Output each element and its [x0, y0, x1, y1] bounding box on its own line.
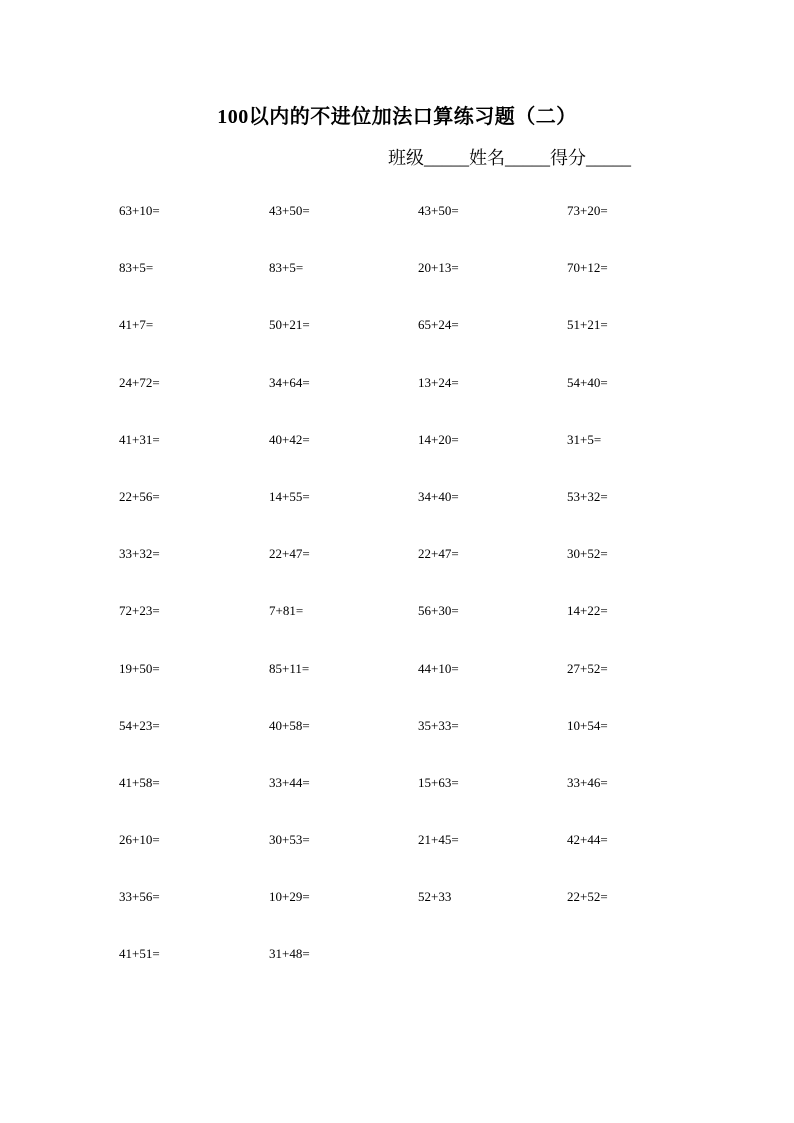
problem-item: 65+24= — [418, 317, 459, 333]
problem-item: 10+54= — [567, 717, 608, 733]
problem-item: 31+5= — [567, 431, 602, 447]
problem-row — [119, 543, 679, 600]
problem-item: 63+10= — [119, 203, 160, 218]
problem-item: 22+52= — [567, 889, 608, 905]
problem-item: 42+44= — [567, 832, 608, 848]
problem-item: 24+72= — [119, 374, 160, 390]
problem-item: 35+33= — [418, 717, 459, 733]
problem-row — [119, 658, 679, 715]
problem-item: 50+21= — [269, 317, 310, 333]
problem-item: 54+23= — [119, 717, 160, 733]
problem-item: 85+11= — [269, 660, 310, 676]
problem-row — [119, 943, 679, 1000]
score-field: 得分_____ — [550, 148, 631, 168]
problem-item: 33+46= — [567, 774, 608, 790]
problem-item: 43+50= — [418, 203, 459, 218]
problem-item: 34+64= — [269, 374, 310, 390]
problem-row — [119, 314, 679, 371]
problem-row — [119, 486, 679, 543]
problem-item: 56+30= — [418, 603, 459, 619]
problem-item: 41+31= — [119, 431, 160, 447]
problem-item: 14+22= — [567, 603, 608, 619]
problem-item: 53+32= — [567, 488, 608, 504]
problem-item: 27+52= — [567, 660, 608, 676]
problem-item: 33+32= — [119, 546, 160, 562]
problem-item: 43+50= — [269, 203, 310, 218]
problem-item: 13+24= — [418, 374, 459, 390]
problem-item: 41+7= — [119, 317, 154, 333]
problem-item: 7+81= — [269, 603, 304, 619]
problem-item: 30+53= — [269, 832, 310, 848]
problem-row — [119, 200, 679, 257]
problem-item: 83+5= — [119, 260, 154, 276]
problem-item: 19+50= — [119, 660, 160, 676]
problem-item: 14+20= — [418, 431, 459, 447]
problem-item: 72+23= — [119, 603, 160, 619]
problem-row — [119, 886, 679, 943]
problem-item: 41+58= — [119, 774, 160, 790]
problem-item: 14+55= — [269, 488, 310, 504]
problem-row — [119, 372, 679, 429]
problem-row — [119, 257, 679, 314]
problem-item: 15+63= — [418, 774, 459, 790]
problem-row — [119, 600, 679, 657]
problem-row — [119, 715, 679, 772]
problem-item: 10+29= — [269, 889, 310, 905]
problem-item: 54+40= — [567, 374, 608, 390]
problem-row — [119, 429, 679, 486]
problem-item: 20+13= — [418, 260, 459, 276]
problem-item: 40+58= — [269, 717, 310, 733]
problem-item: 51+21= — [567, 317, 608, 333]
problem-item: 21+45= — [418, 832, 459, 848]
problem-item: 33+44= — [269, 774, 310, 790]
problem-item: 31+48= — [269, 946, 310, 962]
problem-item: 52+33 — [418, 889, 452, 905]
problem-item: 44+10= — [418, 660, 459, 676]
problem-item: 73+20= — [567, 203, 608, 218]
problem-item: 40+42= — [269, 431, 310, 447]
problem-item: 22+47= — [418, 546, 459, 562]
problem-item: 33+56= — [119, 889, 160, 905]
problem-item: 26+10= — [119, 832, 160, 848]
problem-item: 83+5= — [269, 260, 304, 276]
class-field: 班级_____ — [388, 148, 469, 168]
name-field: 姓名_____ — [469, 148, 550, 168]
problem-row — [119, 829, 679, 886]
problem-grid — [119, 200, 679, 1001]
problem-row — [119, 772, 679, 829]
problem-item: 34+40= — [418, 488, 459, 504]
student-info-line — [388, 145, 631, 171]
problem-item: 41+51= — [119, 946, 160, 962]
page-title: 100以内的不进位加法口算练习题（二） — [217, 106, 577, 128]
problem-item: 22+56= — [119, 488, 160, 504]
problem-item: 70+12= — [567, 260, 608, 276]
problem-item: 30+52= — [567, 546, 608, 562]
problem-item: 22+47= — [269, 546, 310, 562]
